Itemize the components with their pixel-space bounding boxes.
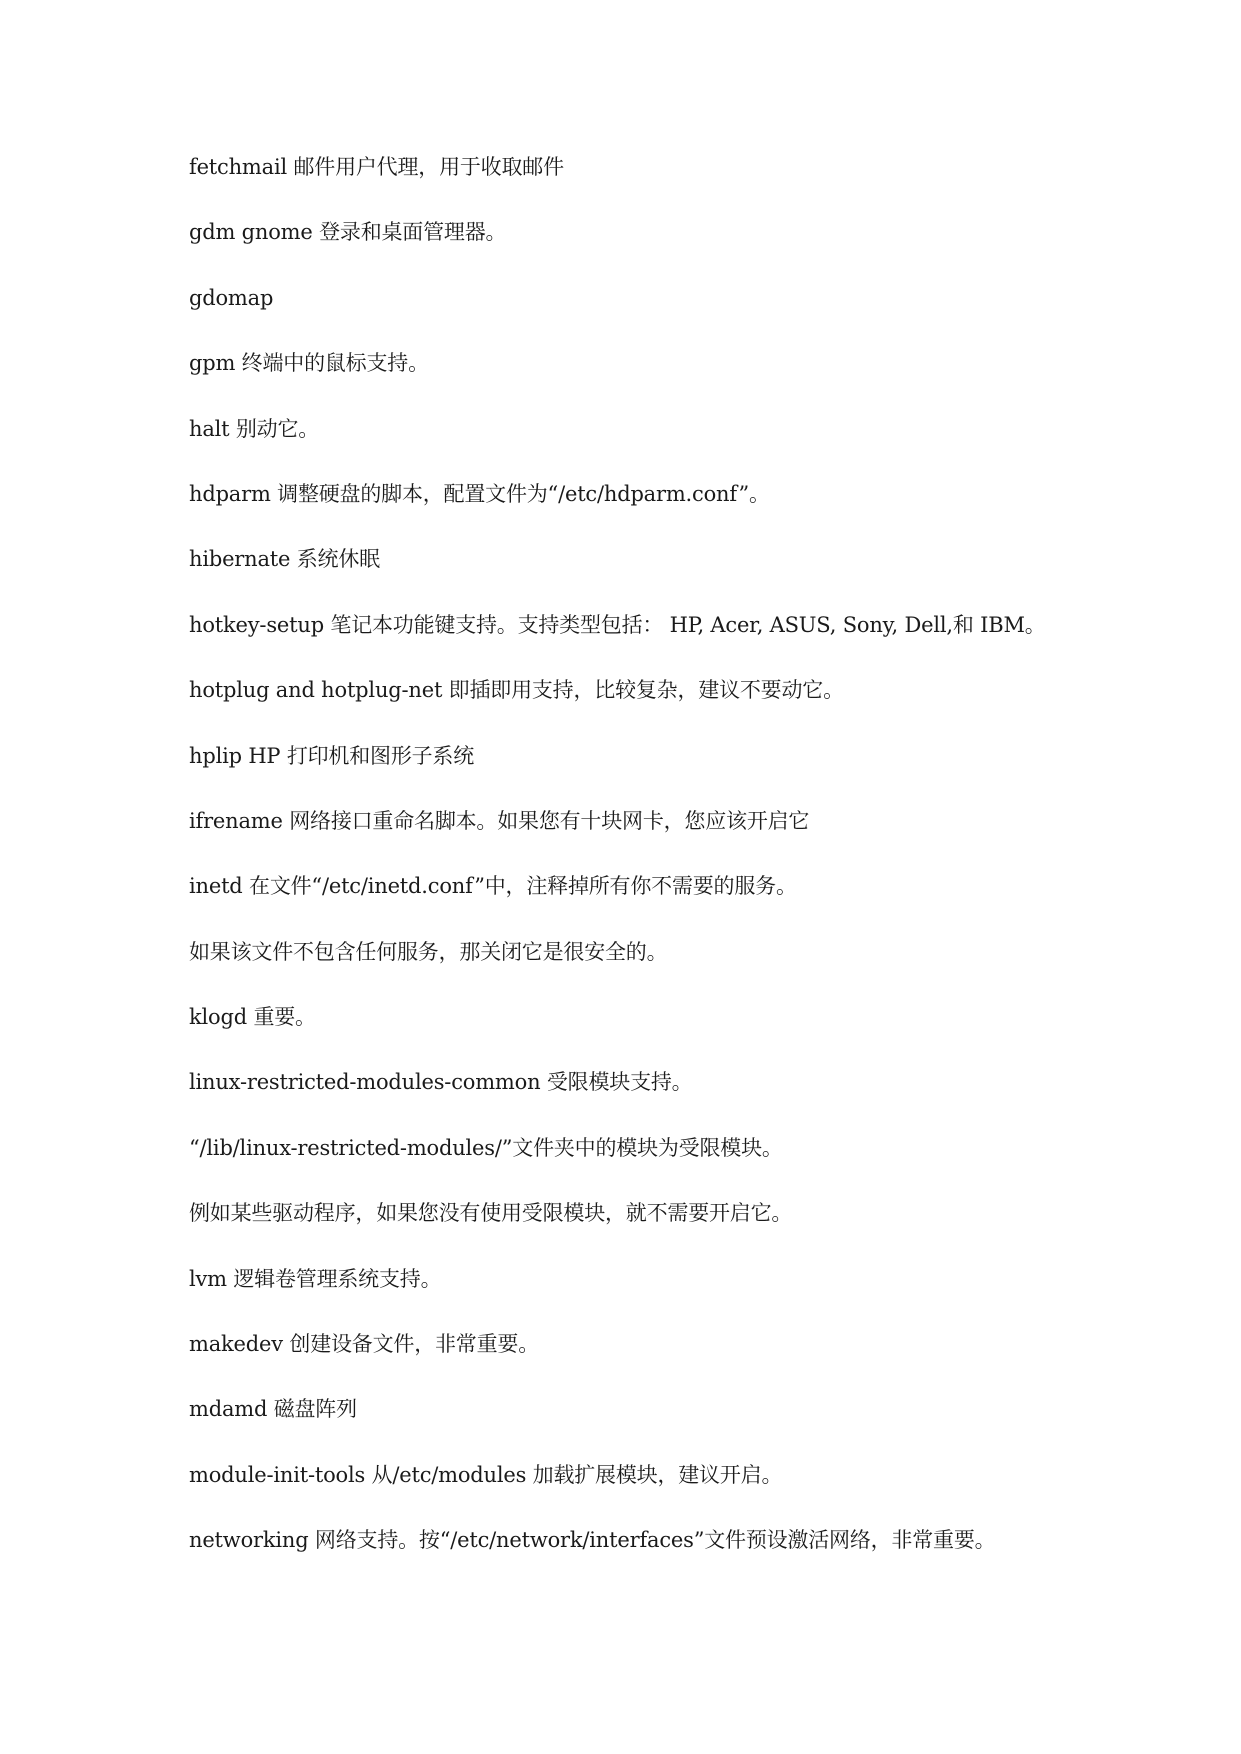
text-line: 例如某些驱动程序，如果您没有使用受限模块，就不需要开启它。	[189, 1201, 793, 1226]
text-line: hdparm 调整硬盘的脚本，配置文件为“/etc/hdparm.conf”。	[189, 481, 770, 506]
text-line: mdamd 磁盘阵列	[189, 1397, 357, 1422]
text-line: gpm 终端中的鼠标支持。	[189, 351, 429, 376]
text-line: inetd 在文件“/etc/inetd.conf”中，注释掉所有你不需要的服务。	[189, 874, 797, 899]
text-line: hplip HP 打印机和图形子系统	[189, 743, 475, 768]
text-line: “/lib/linux-restricted-modules/”文件夹中的模块为受限模块。	[189, 1135, 783, 1160]
text-line: networking 网络支持。按“/etc/network/interfaces”文件预设激活网络，非常重要。	[189, 1528, 996, 1553]
service-list	[189, 150, 1189, 1589]
text-line: fetchmail 邮件用户代理，用于收取邮件	[189, 155, 564, 179]
text-line: hibernate 系统休眠	[189, 547, 380, 572]
text-line: halt 别动它。	[189, 416, 320, 441]
text-line: module-init-tools 从/etc/modules 加载扩展模块，建议开启。	[189, 1462, 783, 1487]
text-line: klogd 重要。	[189, 1005, 316, 1030]
text-line: gdm gnome 登录和桌面管理器。	[189, 220, 507, 245]
text-line: ifrename 网络接口重命名脚本。如果您有十块网卡，您应该开启它	[189, 808, 810, 833]
text-line: gdomap	[189, 285, 274, 310]
text-line: linux-restricted-modules-common 受限模块支持。	[189, 1070, 693, 1095]
text-line: hotkey-setup 笔记本功能键支持。支持类型包括： HP, Acer, ASUS, Sony, Dell,和 IBM。	[189, 612, 1046, 637]
text-line: hotplug and hotplug-net 即插即用支持，比较复杂，建议不要动它。	[189, 678, 844, 703]
text-line: lvm 逻辑卷管理系统支持。	[189, 1266, 442, 1291]
text-line: 如果该文件不包含任何服务，那关闭它是很安全的。	[189, 939, 668, 964]
text-line: makedev 创建设备文件，非常重要。	[189, 1332, 539, 1357]
